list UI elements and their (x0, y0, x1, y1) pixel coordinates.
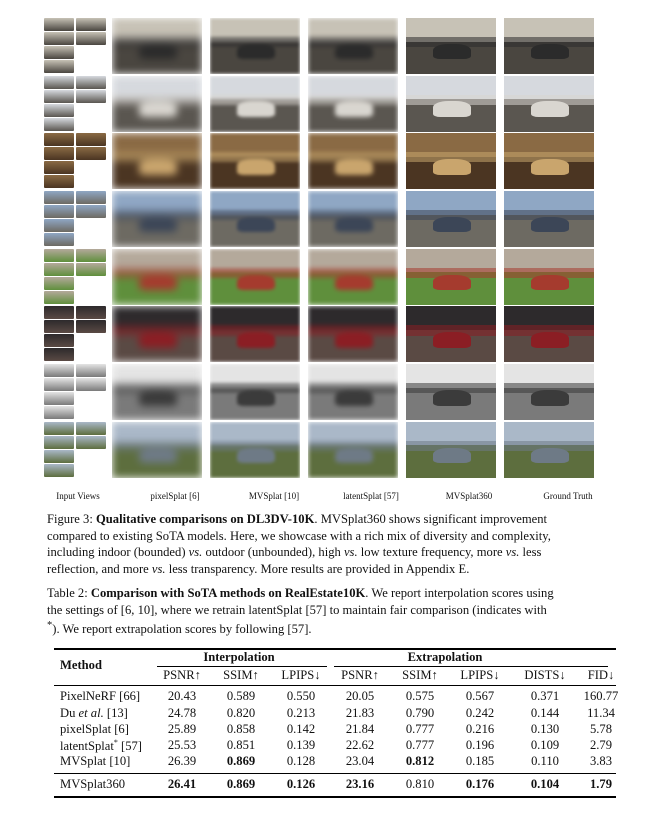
table-cell: 2.79 (589, 738, 613, 752)
input-view-thumbnail (44, 277, 74, 290)
input-view-thumbnail (76, 32, 106, 45)
qualitative-figure (44, 18, 602, 480)
input-view-thumbnail (44, 46, 74, 59)
input-view-thumbnails (44, 422, 106, 478)
table-cell: 3.83 (589, 754, 613, 768)
col-label-mvsplat: MVSplat [10] (248, 491, 300, 501)
table-cell: 21.84 (345, 722, 375, 736)
table-cell: 0.216 (465, 722, 495, 736)
table-cell: 0.110 (531, 754, 559, 768)
input-view-thumbnail (76, 133, 106, 146)
table-cell: 0.790 (405, 706, 435, 720)
render-mvsplat (210, 364, 300, 420)
table-caption-title: Comparison with SoTA methods on RealEstate10K (90, 586, 366, 600)
extrapolation-header: Extrapolation (407, 650, 483, 664)
table-cell: 26.41 (167, 777, 197, 791)
input-view-thumbnails (44, 306, 106, 362)
input-view-thumbnail (44, 291, 74, 304)
figure-column-labels (44, 491, 604, 503)
input-view-thumbnail (44, 90, 74, 103)
col-label-latentsplat: latentSplat [57] (343, 491, 399, 501)
render-mvsplat (210, 249, 300, 305)
input-view-thumbnails (44, 364, 106, 420)
render-ground-truth (504, 133, 594, 189)
input-view-thumbnail (76, 76, 106, 89)
table-cell: 0.128 (286, 754, 316, 768)
input-view-thumbnail (76, 147, 106, 160)
input-view-thumbnails (44, 76, 106, 132)
render-mvsplat360 (406, 306, 496, 362)
input-view-thumbnail (44, 161, 74, 174)
input-view-thumbnail (44, 147, 74, 160)
render-pixelsplat (112, 18, 202, 74)
table-cell: 0.139 (286, 738, 316, 752)
col-header: SSIM↑ (223, 668, 259, 682)
input-view-thumbnail (76, 436, 106, 449)
render-pixelsplat (112, 364, 202, 420)
table-cell: 0.567 (465, 689, 495, 703)
render-latentsplat (308, 133, 398, 189)
input-view-thumbnail (76, 191, 106, 204)
figure-caption-vs: vs. (188, 545, 203, 559)
table-cell: 0.109 (530, 738, 560, 752)
table-cell: 0.185 (465, 754, 495, 768)
figure-caption-text: including indoor (bounded) (47, 545, 189, 559)
input-view-thumbnail (44, 422, 74, 435)
render-latentsplat (308, 76, 398, 132)
col-header: PSNR↑ (341, 668, 379, 682)
input-view-thumbnail (44, 118, 74, 131)
input-view-thumbnail (44, 60, 74, 73)
table-cell: 0.130 (530, 722, 560, 736)
input-view-thumbnail (44, 450, 74, 463)
render-pixelsplat (112, 191, 202, 247)
col-header: LPIPS↓ (460, 668, 500, 682)
figure-caption-text: outdoor (unbounded), high (202, 545, 344, 559)
render-ground-truth (504, 364, 594, 420)
method-name: Du et al. [13] (60, 706, 128, 720)
input-view-thumbnail (76, 18, 106, 31)
render-ground-truth (504, 191, 594, 247)
extrapolation-underline (334, 666, 608, 667)
table-cell: 11.34 (587, 706, 615, 720)
table-caption-star: * (47, 620, 53, 631)
table-caption-text: ). We report extrapolation scores by following [57]. (52, 622, 312, 637)
input-view-thumbnail (44, 233, 74, 246)
input-view-thumbnail (44, 263, 74, 276)
table-caption-text: . We report interpolation scores using (365, 586, 554, 600)
input-view-thumbnail (76, 364, 106, 377)
interpolation-underline (157, 666, 327, 667)
figure-caption-vs: vs. (505, 545, 520, 559)
table-cell: 25.89 (167, 722, 197, 736)
render-mvsplat (210, 18, 300, 74)
render-mvsplat360 (406, 191, 496, 247)
input-view-thumbnail (76, 90, 106, 103)
render-pixelsplat (112, 133, 202, 189)
figure-caption-vs: vs. (343, 545, 358, 559)
table-cell: 0.213 (286, 706, 316, 720)
input-view-thumbnail (44, 306, 74, 319)
render-pixelsplat (112, 306, 202, 362)
table-cell: 0.820 (226, 706, 256, 720)
table-cell: 25.53 (167, 738, 197, 752)
table-cell: 0.777 (405, 722, 435, 736)
render-latentsplat (308, 18, 398, 74)
render-mvsplat (210, 422, 300, 478)
input-view-thumbnail (76, 306, 106, 319)
figure-row-indoor-warm (44, 133, 602, 191)
figure-row-glass-building (44, 191, 602, 249)
table-top-rule (54, 648, 616, 650)
col-header: SSIM↑ (402, 668, 438, 682)
table-cell: 0.550 (286, 689, 316, 703)
input-view-thumbnail (44, 32, 74, 45)
input-view-thumbnail (44, 334, 74, 347)
render-mvsplat (210, 191, 300, 247)
table-cell: 0.869 (226, 777, 256, 791)
input-view-thumbnail (76, 205, 106, 218)
render-mvsplat360 (406, 249, 496, 305)
render-mvsplat360 (406, 133, 496, 189)
input-view-thumbnail (44, 436, 74, 449)
table-cell: 0.589 (226, 689, 256, 703)
render-mvsplat (210, 306, 300, 362)
table-cell: 0.176 (465, 777, 495, 791)
render-mvsplat (210, 133, 300, 189)
table-cell: 0.812 (405, 754, 435, 768)
render-pixelsplat (112, 249, 202, 305)
input-view-thumbnail (44, 348, 74, 361)
table-cell: 0.142 (286, 722, 316, 736)
input-view-thumbnail (44, 133, 74, 146)
render-latentsplat (308, 191, 398, 247)
table-cell: 0.777 (405, 738, 435, 752)
table-cell: 20.43 (167, 689, 197, 703)
input-view-thumbnails (44, 18, 106, 74)
table-cell: 0.242 (465, 706, 495, 720)
col-header: FID↓ (587, 668, 615, 682)
figure-caption-text: reflection, and more (47, 561, 152, 576)
figure-caption (47, 511, 631, 577)
table-cell: 0.196 (465, 738, 495, 752)
input-view-thumbnail (44, 18, 74, 31)
method-name: MVSplat360 (60, 777, 126, 791)
figure-row-building-exterior (44, 422, 602, 480)
table-cell: 0.371 (530, 689, 560, 703)
input-view-thumbnails (44, 191, 106, 247)
table-cell: 0.858 (226, 722, 256, 736)
input-view-thumbnail (44, 378, 74, 391)
render-mvsplat (210, 76, 300, 132)
table-cell: 0.575 (405, 689, 435, 703)
input-view-thumbnail (44, 392, 74, 405)
input-view-thumbnail (44, 320, 74, 333)
col-header: LPIPS↓ (281, 668, 321, 682)
figure-caption-text: low texture frequency, more (357, 545, 506, 559)
col-label-ground-truth: Ground Truth (543, 491, 593, 501)
figure-caption-text: . MVSplat360 shows significant improvement (314, 512, 548, 526)
figure-caption-text: less transparency. More results are provided in Appendix E. (165, 561, 470, 576)
figure-row-indoor-windows (44, 76, 602, 134)
table-caption (47, 585, 631, 638)
method-name: PixelNeRF [66] (60, 689, 141, 703)
render-latentsplat (308, 364, 398, 420)
figure-row-red-car-museum (44, 306, 602, 364)
figure-caption-text: compared to existing SoTA models. Here, we showcase with a rich mix of diversity and complexity, (47, 528, 551, 543)
render-mvsplat360 (406, 76, 496, 132)
input-view-thumbnail (76, 378, 106, 391)
method-name: MVSplat [10] (60, 754, 131, 768)
table-cell: 20.05 (345, 689, 375, 703)
figure-caption-title: Qualitative comparisons on DL3DV-10K (95, 512, 315, 526)
input-view-thumbnail (76, 320, 106, 333)
header-rule (54, 685, 616, 686)
render-ground-truth (504, 422, 594, 478)
table-cell: 1.79 (589, 777, 613, 791)
input-view-thumbnail (44, 219, 74, 232)
render-mvsplat360 (406, 18, 496, 74)
input-view-thumbnail (44, 175, 74, 188)
render-ground-truth (504, 306, 594, 362)
input-view-thumbnail (76, 263, 106, 276)
table-cell: 5.78 (589, 722, 613, 736)
render-ground-truth (504, 76, 594, 132)
figure-caption-label: Figure 3: (47, 512, 93, 526)
col-label-input-views: Input Views (56, 491, 100, 501)
table-cell: 0.810 (405, 777, 435, 791)
input-view-thumbnail (44, 406, 74, 419)
table-cell: 26.39 (167, 754, 197, 768)
table-cell: 24.78 (167, 706, 197, 720)
table-cell: 0.851 (226, 738, 256, 752)
table-cell: 22.62 (345, 738, 375, 752)
table-cell: 0.869 (226, 754, 256, 768)
ours-rule (54, 773, 616, 774)
method-name: latentSplat* [57] (60, 738, 143, 754)
render-ground-truth (504, 249, 594, 305)
table-cell: 23.04 (345, 754, 375, 768)
render-latentsplat (308, 249, 398, 305)
input-view-thumbnail (44, 205, 74, 218)
input-view-thumbnail (44, 76, 74, 89)
table-caption-label: Table 2: (47, 586, 88, 600)
input-view-thumbnail (44, 364, 74, 377)
figure-row-classroom-green (44, 249, 602, 307)
input-view-thumbnail (44, 104, 74, 117)
render-mvsplat360 (406, 364, 496, 420)
input-view-thumbnail (44, 249, 74, 262)
interpolation-header: Interpolation (203, 650, 275, 664)
render-pixelsplat (112, 422, 202, 478)
figure-caption-text: less (519, 545, 542, 559)
render-pixelsplat (112, 76, 202, 132)
input-view-thumbnails (44, 133, 106, 189)
table-cell: 0.144 (530, 706, 560, 720)
input-view-thumbnail (44, 464, 74, 477)
figure-caption-vs: vs. (151, 561, 166, 576)
col-header: PSNR↑ (163, 668, 201, 682)
col-label-mvsplat360: MVSplat360 (445, 491, 493, 501)
table-cell: 0.126 (286, 777, 316, 791)
col-header: DISTS↓ (524, 668, 566, 682)
input-view-thumbnail (76, 422, 106, 435)
render-ground-truth (504, 18, 594, 74)
render-latentsplat (308, 306, 398, 362)
method-name: pixelSplat [6] (60, 722, 129, 736)
render-mvsplat360 (406, 422, 496, 478)
input-view-thumbnail (44, 191, 74, 204)
method-header: Method (60, 658, 102, 672)
input-view-thumbnails (44, 249, 106, 305)
figure-row-indoor-restaurant (44, 18, 602, 76)
col-label-pixelsplat: pixelSplat [6] (150, 491, 200, 501)
table-cell: 23.16 (345, 777, 375, 791)
table-cell: 21.83 (345, 706, 375, 720)
render-latentsplat (308, 422, 398, 478)
table-cell: 160.77 (583, 689, 619, 703)
table-bottom-rule (54, 796, 616, 798)
table-cell: 0.104 (530, 777, 560, 791)
input-view-thumbnail (76, 249, 106, 262)
figure-row-kitchen-stove (44, 364, 602, 422)
table-caption-text: the settings of [6, 10], where we retrain latentSplat [57] to maintain fair comparison (indicates with (47, 602, 547, 617)
